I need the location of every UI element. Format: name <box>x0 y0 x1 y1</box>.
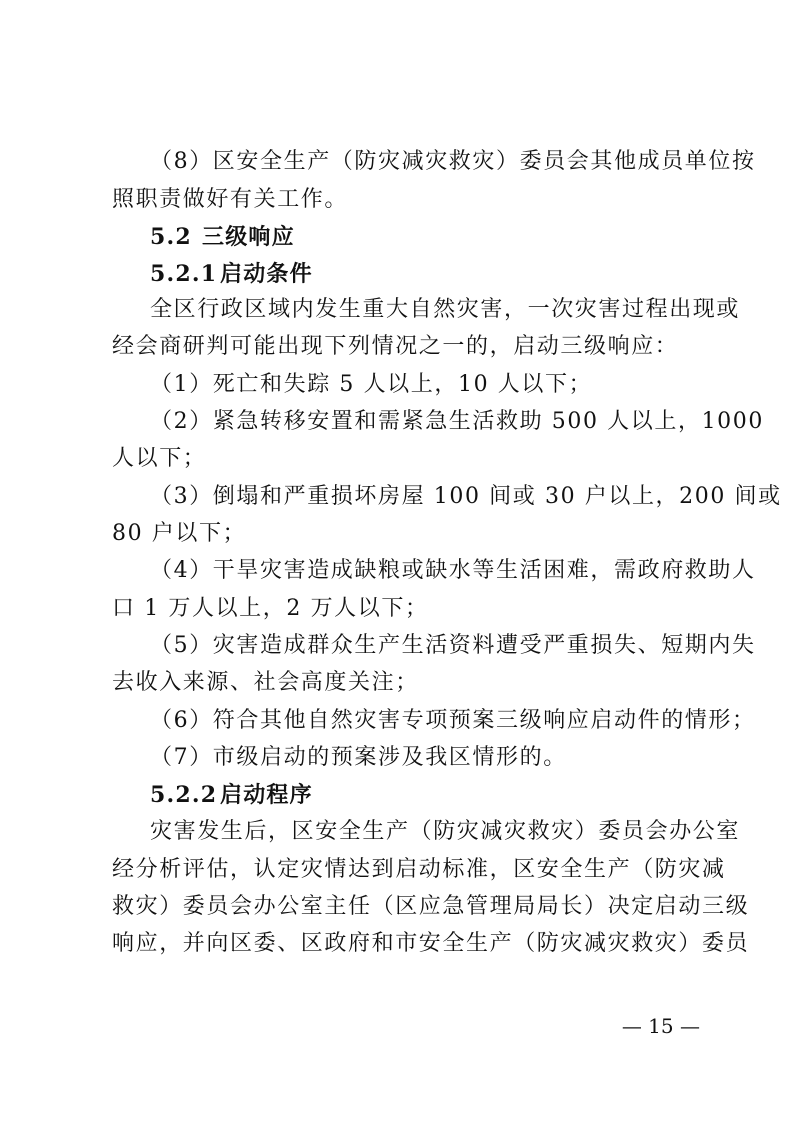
section-number: 5.2.2 <box>150 782 218 808</box>
section-number: 5.2 <box>150 224 192 250</box>
page-number: — 15 — <box>621 1014 700 1038</box>
paragraph-line: （8）区安全生产（防灾减灾救灾）委员会其他成员单位按 <box>150 149 756 174</box>
paragraph-line: 口 1 万人以上，2 万人以下； <box>112 596 429 621</box>
paragraph-line: 经会商研判可能出现下列情况之一的，启动三级响应： <box>112 334 679 359</box>
paragraph-line: 灾害发生后，区安全生产（防灾减灾救灾）委员会办公室 <box>150 819 741 844</box>
paragraph-line: 去收入来源、社会高度关注； <box>112 670 419 695</box>
paragraph-line: 照职责做好有关工作。 <box>112 187 349 212</box>
paragraph-line: 响应，并向区委、区政府和市安全生产（防灾减灾救灾）委员 <box>112 931 750 956</box>
paragraph-line: （4）干旱灾害造成缺粮或缺水等生活困难，需政府救助人 <box>150 558 756 583</box>
paragraph-line: （1）死亡和失踪 5 人以上，10 人以下； <box>150 372 593 397</box>
paragraph-line: 救灾）委员会办公室主任（区应急管理局局长）决定启动三级 <box>112 894 750 919</box>
section-heading-5-2-1 <box>150 254 730 294</box>
paragraph-line: 经分析评估，认定灾情达到启动标准，区安全生产（防灾减 <box>112 857 726 882</box>
section-heading-5-2 <box>150 217 730 257</box>
paragraph-line: （3）倒塌和严重损坏房屋 100 间或 30 户以上，200 间或 <box>150 484 782 509</box>
paragraph-line: （2）紧急转移安置和需紧急生活救助 500 人以上，1000 <box>150 409 764 434</box>
paragraph-line: 全区行政区域内发生重大自然灾害，一次灾害过程出现或 <box>150 297 741 322</box>
paragraph-line: 人以下； <box>112 446 207 471</box>
paragraph-line: （7）市级启动的预案涉及我区情形的。 <box>150 745 567 770</box>
paragraph-line: （5）灾害造成群众生产生活资料遭受严重损失、短期内失 <box>150 633 756 658</box>
section-title: 三级响应 <box>202 224 295 250</box>
section-title: 启动条件 <box>220 261 313 287</box>
section-heading-5-2-2 <box>150 775 730 815</box>
section-number: 5.2.1 <box>150 261 218 287</box>
paragraph-line: 80 户以下； <box>112 521 247 546</box>
paragraph-line: （6）符合其他自然灾害专项预案三级响应启动件的情形； <box>150 708 756 733</box>
section-title: 启动程序 <box>220 782 313 808</box>
